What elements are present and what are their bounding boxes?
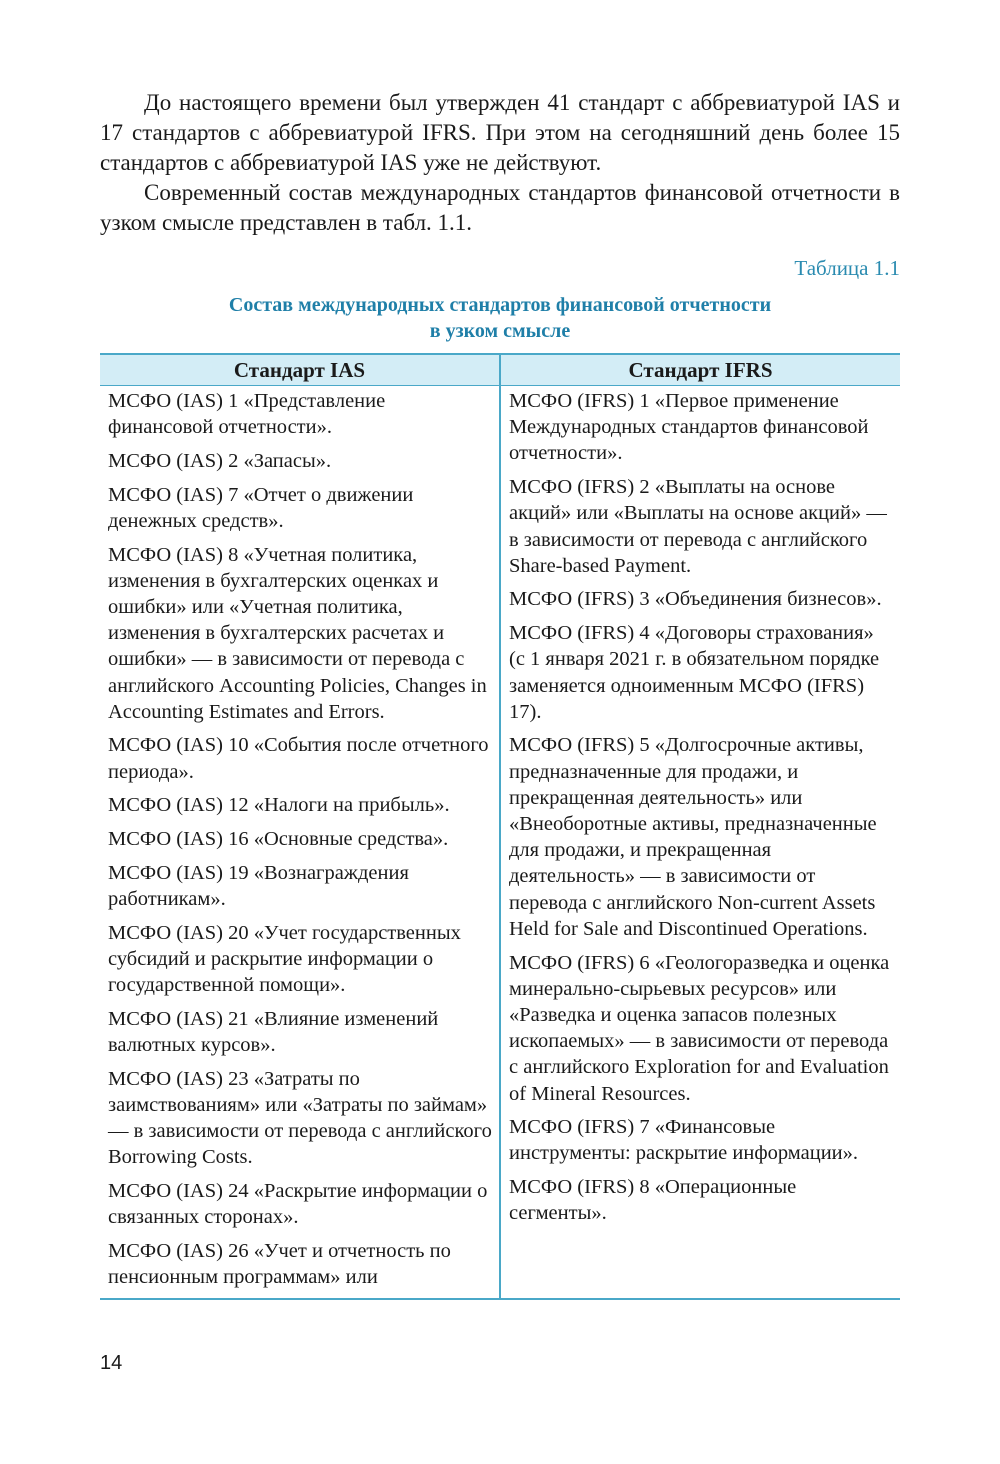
page-number: 14 <box>100 1352 123 1374</box>
ifrs-entry: МСФО (IFRS) 8 «Операционные сегменты». <box>509 1176 797 1225</box>
standards-table <box>100 353 900 1300</box>
table-title <box>100 292 900 344</box>
ifrs-entry: МСФО (IFRS) 3 «Объединения бизнесов». <box>509 588 882 611</box>
ias-entry: МСФО (IAS) 21 «Влияние изменений валютных курсов». <box>108 1007 439 1056</box>
ias-column <box>100 386 500 1299</box>
ias-entry: МСФО (IAS) 26 «Учет и отчетность по пенсионным программам» или <box>108 1239 451 1289</box>
ias-entry: МСФО (IAS) 8 «Учетная политика, изменения в бухгалтерских оценках и ошибки» или «Учетная политика, изменения в бухгалтерских расчетах и ошибки» — в зависимости от перевода с английского Accounting Policies, Changes in Accounting Estimates and Errors. <box>108 543 487 723</box>
ifrs-entry: МСФО (IFRS) 4 «Договоры страхования» (с 1 января 2021 г. в обязательном порядке заменяется одноименным МСФО (IFRS) 17). <box>509 622 880 723</box>
ias-entry: МСФО (IAS) 19 «Вознаграждения работникам». <box>108 861 409 910</box>
ifrs-entry: МСФО (IFRS) 6 «Геологоразведка и оценка минерально-сырьевых ресурсов» или «Разведка и оценка запасов полезных ископаемых» — в зависимости от перевода с английского Exploration for and Evaluation of Mineral Resources. <box>509 951 890 1105</box>
ifrs-entry: МСФО (IFRS) 7 «Финансовые инструменты: раскрытие информации». <box>509 1116 859 1165</box>
table-header-row <box>100 354 900 386</box>
body-paragraph-2: Современный состав международных стандартов финансовой отчетности в узком смысле представлен в табл. 1.1. <box>100 180 900 235</box>
ias-entry: МСФО (IAS) 2 «Запасы». <box>108 449 332 472</box>
ifrs-entry: МСФО (IFRS) 1 «Первое применение Международных стандартов финансовой отчетности». <box>509 390 869 465</box>
ifrs-entry: МСФО (IFRS) 2 «Выплаты на основе акций» или «Выплаты на основе акций» — в зависимости от перевода с английского Share-based Payment. <box>509 476 887 577</box>
ias-entry: МСФО (IAS) 1 «Представление финансовой отчетности». <box>108 390 386 439</box>
table-label: Таблица 1.1 <box>794 256 900 280</box>
ias-entry: МСФО (IAS) 12 «Налоги на прибыль». <box>108 794 450 817</box>
ias-entry: МСФО (IAS) 23 «Затраты по заимствованиям» или «Затраты по займам» — в зависимости от перевода с английского Borrowing Costs. <box>108 1067 492 1169</box>
ias-entry: МСФО (IAS) 24 «Раскрытие информации о связанных сторонах». <box>108 1179 488 1229</box>
ifrs-entry: МСФО (IFRS) 5 «Долгосрочные активы, предназначенные для продажи, и прекращенная деятельность» или «Внеоборотные активы, предназначенные для продажи, и прекращенная деятельность» — в зависимости от перевода с английского Non-current Assets Held for Sale and Discontinued Operations. <box>509 734 877 940</box>
ias-entry: МСФО (IAS) 7 «Отчет о движении денежных средств». <box>108 483 414 532</box>
ias-entry: МСФО (IAS) 10 «События после отчетного периода». <box>108 734 489 783</box>
table-body-row <box>100 386 900 1299</box>
header-ias: Стандарт IAS <box>100 354 500 386</box>
body-paragraph-1: До настоящего времени был утвержден 41 стандарт с аббревиатурой IAS и 17 стандартов с аббревиатурой IFRS. При этом на сегодняшний день более 15 стандартов с аббревиатурой IAS уже не действуют. <box>100 90 900 175</box>
header-ifrs: Стандарт IFRS <box>500 354 900 386</box>
table-title-line-2: в узком смысле <box>429 320 571 342</box>
ifrs-column <box>500 386 900 1299</box>
table-title-line-1: Состав международных стандартов финансовой отчетности <box>228 294 772 316</box>
ias-entry: МСФО (IAS) 20 «Учет государственных субсидий и раскрытие информации о государственной помощи». <box>108 921 461 997</box>
ias-entry: МСФО (IAS) 16 «Основные средства». <box>108 828 449 851</box>
